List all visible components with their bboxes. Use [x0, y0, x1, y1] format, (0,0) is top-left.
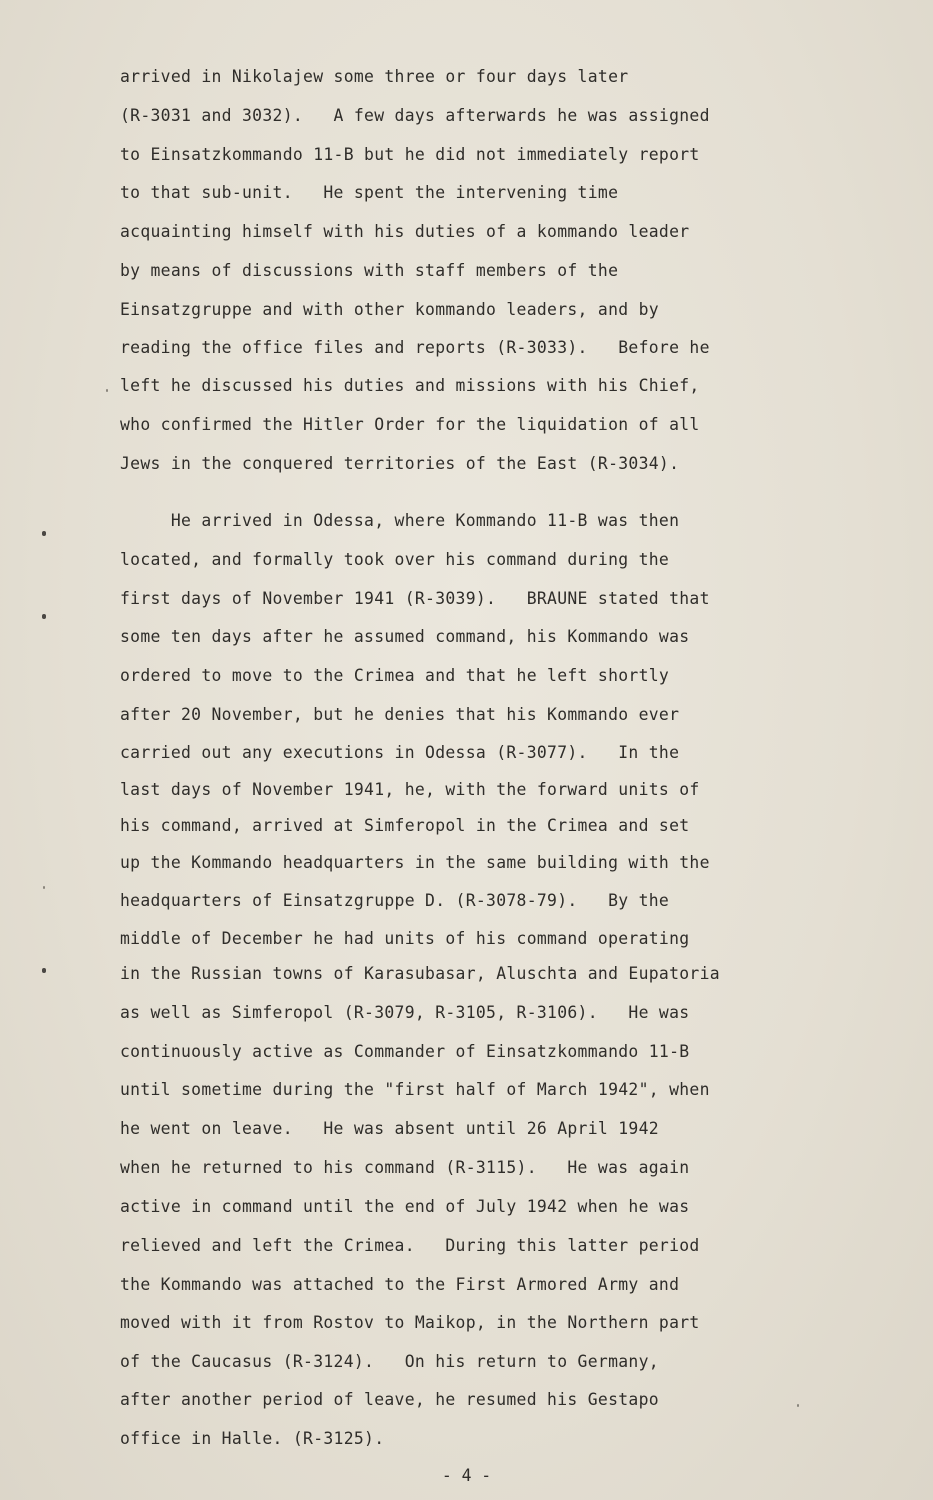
text-line: to that sub-unit. He spent the intervening time [120, 183, 619, 202]
text-line: first days of November 1941 (R-3039). BRAUNE stated that [120, 589, 710, 608]
text-line: his command, arrived at Simferopol in the Crimea and set [120, 816, 690, 835]
text-line: active in command until the end of July 1942 when he was [120, 1197, 690, 1216]
text-line: last days of November 1941, he, with the forward units of [120, 780, 700, 799]
margin-mark [106, 389, 108, 392]
margin-mark [42, 968, 46, 973]
text-line: up the Kommando headquarters in the same building with the [120, 853, 710, 872]
text-line: until sometime during the "first half of March 1942", when [120, 1080, 710, 1099]
text-line: the Kommando was attached to the First Armored Army and [120, 1275, 680, 1294]
text-line: office in Halle. (R-3125). [120, 1429, 385, 1448]
text-line: headquarters of Einsatzgruppe D. (R-3078-79). By the [120, 891, 670, 910]
text-line: carried out any executions in Odessa (R-3077). In the [120, 743, 680, 762]
text-line: left he discussed his duties and missions with his Chief, [120, 376, 700, 395]
text-line: Einsatzgruppe and with other kommando leaders, and by [120, 300, 659, 319]
text-line: acquainting himself with his duties of a kommando leader [120, 222, 690, 241]
text-line: located, and formally took over his command during the [120, 550, 670, 569]
text-line: middle of December he had units of his command operating [120, 929, 690, 948]
text-line: relieved and left the Crimea. During this latter period [120, 1236, 700, 1255]
margin-mark [42, 614, 46, 619]
margin-mark [43, 886, 45, 889]
text-line: continuously active as Commander of Einsatzkommando 11-B [120, 1042, 690, 1061]
text-line: moved with it from Rostov to Maikop, in the Northern part [120, 1313, 700, 1332]
margin-mark [42, 531, 46, 536]
text-line: as well as Simferopol (R-3079, R-3105, R-3106). He was [120, 1003, 690, 1022]
margin-mark [797, 1404, 799, 1407]
text-line: when he returned to his command (R-3115). He was again [120, 1158, 690, 1177]
text-line: He arrived in Odessa, where Kommando 11-B was then [120, 511, 680, 530]
text-line: Jews in the conquered territories of the East (R-3034). [120, 454, 680, 473]
text-line: ordered to move to the Crimea and that he left shortly [120, 666, 670, 685]
text-line: in the Russian towns of Karasubasar, Aluschta and Eupatoria [120, 964, 720, 983]
text-line: he went on leave. He was absent until 26 April 1942 [120, 1119, 659, 1138]
text-line: who confirmed the Hitler Order for the liquidation of all [120, 415, 700, 434]
text-line: after 20 November, but he denies that his Kommando ever [120, 705, 680, 724]
text-line: to Einsatzkommando 11-B but he did not immediately report [120, 145, 700, 164]
text-line: reading the office files and reports (R-3033). Before he [120, 338, 710, 357]
text-line: of the Caucasus (R-3124). On his return to Germany, [120, 1352, 659, 1371]
text-line: some ten days after he assumed command, his Kommando was [120, 627, 690, 646]
text-line: after another period of leave, he resumed his Gestapo [120, 1390, 659, 1409]
text-line: (R-3031 and 3032). A few days afterwards he was assigned [120, 106, 710, 125]
page-number: - 4 - [441, 1466, 492, 1485]
text-line: by means of discussions with staff members of the [120, 261, 619, 280]
text-line: arrived in Nikolajew some three or four days later [120, 67, 629, 86]
